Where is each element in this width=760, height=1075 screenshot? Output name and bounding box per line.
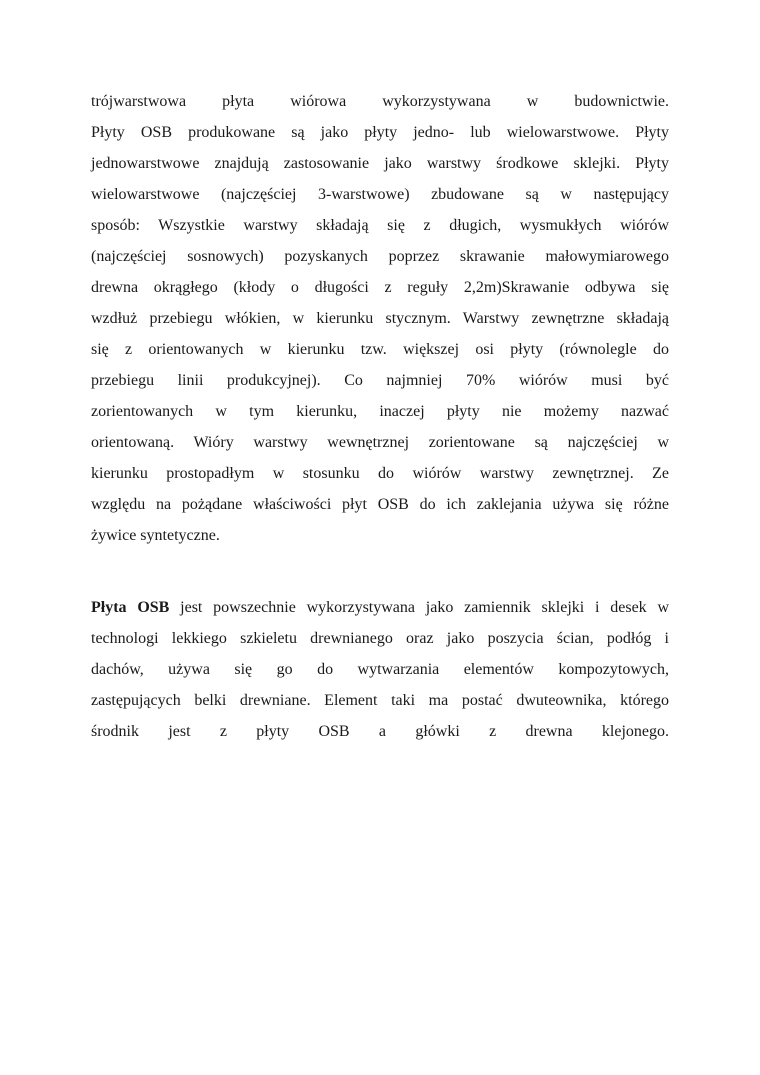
paragraph-line: orientowaną. Wióry warstwy wewnętrznej zorientowane są najczęściej w [91,434,669,451]
paragraph-line: Płyty OSB produkowane są jako płyty jedno- lub wielowarstwowe. Płyty [91,124,669,141]
paragraph-line: wzdłuż przebiegu włókien, w kierunku stycznym. Warstwy zewnętrzne składają [91,310,669,327]
paragraph-line: jednowarstwowe znajdują zastosowanie jako warstwy środkowe sklejki. Płyty [91,155,669,172]
paragraph-line: zorientowanych w tym kierunku, inaczej płyty nie możemy nazwać [91,403,669,420]
paragraph-line: (najczęściej sosnowych) pozyskanych poprzez skrawanie małowymiarowego [91,248,669,265]
paragraph-line: sposób: Wszystkie warstwy składają się z długich, wysmukłych wiórów [91,217,669,234]
paragraph-osb-description [91,90,669,555]
paragraph-line: technologi lekkiego szkieletu drewnianego oraz jako poszycia ścian, podłóg i [91,630,669,647]
paragraph-line: dachów, używa się go do wytwarzania elementów kompozytowych, [91,661,669,678]
paragraph-line: przebiegu linii produkcyjnej). Co najmniej 70% wiórów musi być [91,372,669,389]
paragraph-line: trójwarstwowa płyta wiórowa wykorzystywana w budownictwie. [91,93,669,110]
paragraph-line [91,596,669,627]
paragraph-line: zastępujących belki drewniane. Element taki ma postać dwuteownika, którego [91,692,669,709]
paragraph-line: drewna okrągłego (kłody o długości z reguły 2,2m)Skrawanie odbywa się [91,279,669,296]
paragraph-line: środnik jest z płyty OSB a główki z drewna klejonego. [91,723,669,740]
paragraph-osb-usage [91,596,669,751]
paragraph-line: wielowarstwowe (najczęściej 3-warstwowe) zbudowane są w następujący [91,186,669,203]
paragraph-line: względu na pożądane właściwości płyt OSB do ich zaklejania używa się różne [91,496,669,513]
paragraph-line-text: jest powszechnie wykorzystywana jako zamiennik sklejki i desek w [169,599,670,616]
paragraph-line: żywice syntetyczne. [91,527,220,544]
paragraph-line: kierunku prostopadłym w stosunku do wiórów warstwy zewnętrznej. Ze [91,465,669,482]
paragraph-line: się z orientowanych w kierunku tzw. większej osi płyty (równolegle do [91,341,669,358]
bold-term: Płyta OSB [91,599,170,616]
